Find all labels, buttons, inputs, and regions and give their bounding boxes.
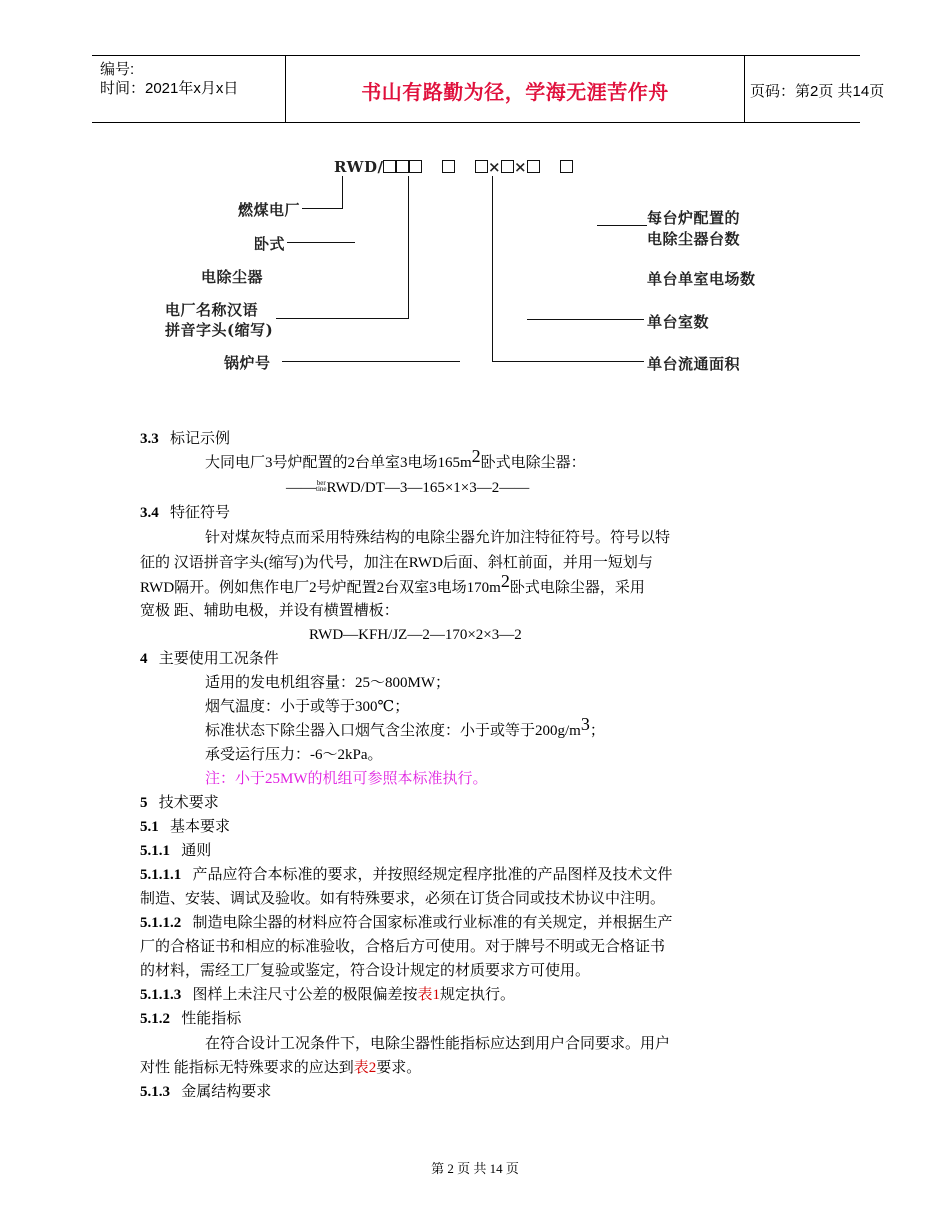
label-precipitator: 电除尘器 — [201, 268, 264, 286]
code-box — [501, 160, 514, 173]
sec34-para-line: 针对煤灰特点而采用特殊结构的电除尘器允许加注特征符号。符号以特 — [205, 530, 671, 546]
connector-line — [527, 319, 644, 320]
code-box — [475, 160, 488, 173]
times-sign: × — [514, 158, 528, 176]
clause-line: 制造、安装、调试及验收。如有特殊要求，必须在订货合同或技术协议中注明。 — [140, 891, 666, 907]
code-box — [396, 160, 409, 173]
section-3-4-heading: 3.4 特征符号 — [140, 505, 231, 521]
clause-5-1-1-2: 5.1.1.2 制造电除尘器的材料应符合国家标准或行业标准的有关规定，并根据生产 — [140, 915, 673, 931]
sec34-para-line: 宽极 距、辅助电极，并设有横置槽板： — [140, 603, 399, 619]
connector-line — [302, 208, 343, 209]
condition-temperature: 烟气温度：小于或等于300℃； — [205, 699, 410, 715]
page-indicator: 页码：第2页 共14页 — [750, 83, 885, 100]
section-4-heading: 4 主要使用工况条件 — [140, 651, 279, 667]
motto: 书山有路勤为径，学海无涯苦作舟 — [361, 80, 669, 104]
section-5-1-3-heading: 5.1.3 金属结构要求 — [140, 1084, 272, 1100]
table-2-link[interactable]: 表2 — [353, 1060, 377, 1076]
connector-line — [287, 242, 355, 243]
table-1-link[interactable]: 表1 — [417, 987, 441, 1003]
number-label: 编号: — [100, 61, 135, 78]
connector-line — [342, 176, 343, 209]
label-units-per-boiler-2: 电除尘器台数 — [647, 230, 741, 248]
clause-line: 对性 能指标无特殊要求的应达到表2要求。 — [140, 1060, 422, 1076]
connector-line — [597, 225, 647, 226]
label-horizontal: 卧式 — [254, 235, 286, 253]
connector-line — [408, 176, 409, 319]
code-template — [334, 158, 573, 176]
clause-5-1-1-1: 5.1.1.1 产品应符合本标准的要求，并按照经规定程序批准的产品图样及技术文件 — [140, 867, 673, 883]
condition-capacity: 适用的发电机组容量：25～800MW； — [205, 675, 450, 691]
label-chambers: 单台室数 — [647, 313, 710, 331]
label-pinyin-abbr: 拼音字头(缩写) — [165, 321, 274, 339]
label-units-per-boiler-1: 每台炉配置的 — [647, 209, 741, 227]
label-fields: 单台单室电场数 — [647, 270, 756, 288]
code-box — [383, 160, 396, 173]
label-boiler-no: 锅炉号 — [224, 354, 271, 372]
code-structure-diagram — [0, 0, 950, 400]
code-box — [442, 160, 455, 173]
times-sign: × — [487, 158, 502, 176]
code-prefix: RWD/ — [334, 158, 384, 176]
tiny-annotation: ber tine — [316, 479, 327, 493]
sec34-para-line: RWD隔开。例如焦作电厂2号炉配置2台双室3电场$170m^2$卧式电除尘器，采用 — [140, 571, 645, 596]
label-coal-plant: 燃煤电厂 — [238, 201, 301, 219]
clause-line: 的材料，需经工厂复验或鉴定，符合设计规定的材质要求方可使用。 — [140, 963, 591, 979]
section-5-1-1-heading: 5.1.1 通则 — [140, 843, 212, 859]
example-description: 大同电厂3号炉配置的2台单室3电场$165m^2$卧式电除尘器： — [205, 446, 586, 471]
feature-code-example: RWD—KFH/JZ—2—170×2×3—2 — [309, 627, 522, 643]
section-5-1-2-heading: 5.1.2 性能指标 — [140, 1011, 242, 1027]
section-3-3-heading: 3.3 标记示例 — [140, 431, 231, 447]
clause-5-1-1-3: 5.1.1.3 图样上未注尺寸公差的极限偏差按表1规定执行。 — [140, 987, 516, 1003]
code-box — [560, 160, 573, 173]
condition-dust: 标准状态下除尘器入口烟气含尘浓度：小于或等于$200g/m^3$； — [205, 714, 605, 739]
clause-line: 厂的合格证书和相应的标准验收，合格后方可使用。对于牌号不明或无合格证书 — [140, 939, 666, 955]
note-small-units: 注：小于25MW的机组可参照本标准执行。 — [205, 771, 488, 787]
label-plant-name: 电厂名称汉语 — [165, 301, 259, 319]
condition-pressure: 承受运行压力：-6～2kPa。 — [205, 747, 383, 763]
page-footer: 第 2 页 共 14 页 — [431, 1161, 519, 1176]
connector-line — [492, 361, 644, 362]
code-box — [409, 160, 422, 173]
section-5-1-heading: 5.1 基本要求 — [140, 819, 231, 835]
connector-line — [282, 361, 460, 362]
sec34-para-line: 征的 汉语拼音字头(缩写)为代号，加注在RWD后面、斜杠前面，并用一短划与 — [140, 555, 653, 571]
clause-line: 在符合设计工况条件下，电除尘器性能指标应达到用户合同要求。用户 — [205, 1036, 671, 1052]
connector-line — [276, 318, 409, 319]
example-code: ——ber tineRWD/DT—3—165×1×3—2—— — [286, 479, 530, 496]
label-flow-area: 单台流通面积 — [647, 355, 741, 373]
section-5-heading: 5 技术要求 — [140, 795, 219, 811]
time-label: 时间：2021年x月x日 — [100, 80, 239, 97]
connector-line — [492, 176, 493, 362]
code-box — [527, 160, 540, 173]
